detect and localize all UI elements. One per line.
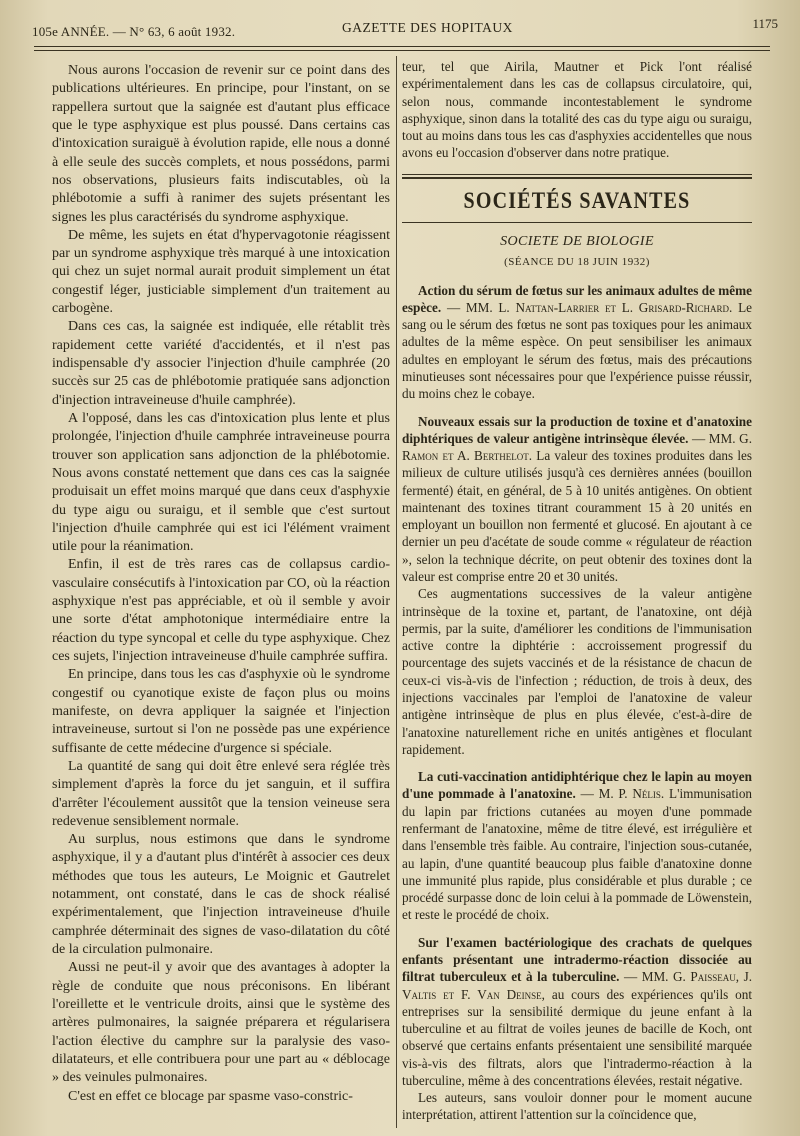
communication-body: La valeur des toxines produites dans les milieux de culture utilisés jusqu'à ces dernières années (bouillon fermenté) était, en général, de 5 à 10 unités antigènes. On obtient maintenant des toxines titrant couramment 15 à 20 unités en employant un bouillon non fermenté et glucosé. En ajoutant à ce dernier un peu d'acétate de soude comme « régulateur de réaction », selon la technique décrite, on peut obtenir des toxines dont la valeur est comprise entre 20 et 30 unités. xyxy=(402,448,753,585)
session-date: (SÉANCE DU 18 JUIN 1932) xyxy=(504,256,650,269)
communication xyxy=(402,282,752,403)
section-rule xyxy=(402,174,752,179)
communication-body: Le sang ou le sérum des fœtus ne sont pas toxiques pour les animaux adultes de la même espèce. On peut sensibiliser les animaux adultes en employant le sérum des fœtus, mais des précautions minutieuses sont nécessaires pour que l'expérience puisse réussir, du moins chez le cobaye. xyxy=(402,299,752,402)
continuation-paragraph: teur, tel que Airila, Mautner et Pick l'ont réalisé expérimentalement dans les cas de collapsus circulatoire, qui, selon nous, commande incontestablement le syndrome asphyxique, sinon dans la totalité des cas du type aigu ou suraigu, tout au moins dans tous les cas d'asphyxies accidentelles que nous avons eu l'occasion d'observer dans notre pratique. xyxy=(402,59,752,161)
communication-authors: — M. P. Nélis. xyxy=(580,786,665,802)
paragraph: Au surplus, nous estimons que dans le syndrome asphyxique, il y a d'autant plus d'intérêt à associer ces deux méthodes que tous les auteurs, Le Moignic et Gautrelet notamment, ont constaté, dans le cas de shock réalisé expérimentalement, que l'injection intraveineuse d'huile camphrée déterminait des signes de vaso-dilatation du côté de la circulation pulmonaire. xyxy=(52,832,390,957)
paragraph: En principe, dans tous les cas d'asphyxie où le syndrome congestif ou cyanotique existe de façon plus ou moins manifeste, on devra appliquer la saignée et l'injection intraveineuse, surtout si l'on ne possède pas une expérience suffisante de cette médecine d'urgence si spéciale. xyxy=(52,667,390,756)
communication-authors: — MM. L. Nattan-Larrier et L. Grisard-Richard. xyxy=(446,299,733,315)
society-name: SOCIETE DE BIOLOGIE xyxy=(500,233,654,249)
communication-continued: Ces augmentations successives de la valeur antigène intrinsèque de la toxine et, partant, de l'anatoxine, ont déjà permis, par la suite, d'améliorer les conditions de l'immunisation active contre la diphtérie : accroissement progressif du pourcentage des sujets vaccinés et de la résistance de chacun de ceux-ci vis-à-vis de l'infection ; réduction, de trois à deux, des injections vaccinales par l'emploi de l'anatoxine de valeur antigène intrinsèque de plus en plus élevée, c'est-à-dire de l'anatoxine naturellement riche en unités antigènes et floculant rapidement. xyxy=(402,586,752,757)
communication-authors: — MM. G. Ramon et A. Berthelot. xyxy=(402,430,752,464)
paragraph: Nous aurons l'occasion de revenir sur ce point dans des publications ultérieures. En principe, pour l'instant, on se rappellera surtout que la saignée est d'autant plus efficace que le type asphyxique est plus poussé. Dans certains cas d'intoxication suraiguë à évolution rapide, elle nous a donné à elle seule des succès complets, et nous possédons, parmi nos observations, plusieurs faits indiscutables, où la phlébotomie a suffi à ranimer des sujets présentant les signes les plus caractérisés du syndrome asphyxique. xyxy=(52,63,390,225)
issue-info: 105e ANNÉE. — N° 63, 6 août 1932. xyxy=(32,24,236,39)
communication-body: L'immunisation du lapin par frictions cutanées au moyen d'une pommade renfermant de l'anatoxine, même de titre élevé, est irrégulière et dans l'ensemble très faible. Au contraire, l'injection sous-cutanée, au lapin, d'une quantité beaucoup plus faible d'anatoxine donne une immunité plus rapide, plus considérable et plus durable ; ce procédé surpasse donc de loin celui à la pommade de Löwenstein, et reste le procédé de choix. xyxy=(402,786,753,923)
communication-title: Nouveaux essais sur la production de toxine et d'anatoxine diphtériques de valeur antigène intrinsèque élevée. xyxy=(402,413,752,446)
communication xyxy=(402,768,752,924)
paragraph: Aussi ne peut-il y avoir que des avantages à adopter la règle de conduite que nous préconisons. En libérant l'oreillette et le ventricule droits, ainsi que le système des artères pulmonaires, la saignée préparera et régularisera l'action élective du camphre sur la paralysie des vaso-dilatateurs, et elle contribuera pour une part au « déblocage » des veinules pulmonaires. xyxy=(52,960,390,1086)
paragraph: A l'opposé, dans les cas d'intoxication plus lente et plus prolongée, l'injection d'huile camphrée intraveineuse pourra trouver son application sans adjonction de la phlébotomie. Nous avons constaté nettement que dans ces cas la saignée produisait un effet moins marqué que dans ceux d'asphyxie du type aigu ou suraigu, et il semble que c'est surtout l'injection d'huile camphrée qui est ici l'élément vraiment utile pour la réanimation. xyxy=(52,410,390,555)
paragraph: Dans ces cas, la saignée est indiquée, elle rétablit très rapidement cette variété d'accidentés, et il n'est pas indispensable d'y associer l'injection d'huile camphrée (20 succès sur 25 cas de phlébotomie pratiquée sans adjonction d'injection intraveineuse d'huile camphrée). xyxy=(52,319,390,408)
header-rule xyxy=(34,46,770,51)
communication xyxy=(402,934,752,1090)
paragraph: C'est en effet ce blocage par spasme vaso-constric- xyxy=(68,1088,353,1104)
communication xyxy=(402,413,752,586)
journal-title: GAZETTE DES HOPITAUX xyxy=(342,20,513,35)
communication-body: au cours des expériences qu'ils ont entreprises sur la sensibilité dermique du jeune enfant à la tuberculine et au filtrat de voiles jeunes de bacille de Koch, ont observé que certains enfants présentaient une sensibilité marquée vis-à-vis des filtrats, alors que l'intradermo-réaction à la tuberculine, même à des concentrations élevées, restait négative. xyxy=(402,986,753,1088)
left-column xyxy=(52,62,390,1130)
communication-continued: Les auteurs, sans vouloir donner pour le moment aucune interprétation, attirent l'attention sur la coïncidence que, xyxy=(402,1090,752,1123)
column-divider xyxy=(396,56,397,1128)
page-number: 1175 xyxy=(752,16,778,31)
paragraph: De même, les sujets en état d'hypervagotonie réagissent par un syndrome asphyxique très marqué à une intoxication qui chez un sujet normal aurait produit simplement un état congestif léger, justiciable simplement d'un traitement au carbogène. xyxy=(52,227,390,317)
communication-authors: — MM. G. Paisseau, J. Valtis et F. Van Deinse, xyxy=(402,969,752,1002)
communication-title: La cuti-vaccination antidiphtérique chez le lapin au moyen d'une pommade à l'anatoxine. xyxy=(402,769,752,802)
section-rule-thin xyxy=(402,222,752,223)
paragraph: La quantité de sang qui doit être enlevé sera réglée très simplement d'après la force du jet sanguin, et il suffira d'arrêter l'écoulement aussitôt que la tension veineuse sera redevenue sensiblement normale. xyxy=(52,758,390,829)
communication-title: Sur l'examen bactériologique des crachats de quelques enfants présentant une intradermo-réaction dissociée au filtrat tuberculeux et à la tuberculine. xyxy=(402,934,752,985)
section-title: SOCIÉTÉS SAVANTES xyxy=(463,187,691,214)
communication-title: Action du sérum de fœtus sur les animaux adultes de même espèce. xyxy=(402,282,752,315)
right-column xyxy=(402,58,752,1128)
page-header xyxy=(32,16,778,44)
paragraph: Enfin, il est de très rares cas de collapsus cardio-vasculaire consécutifs à l'intoxication par CO, où la réaction asphyxique n'est pas appréciable, et où il semble y avoir une sorte d'état amphotonique intermédiaire entre la réaction du type syncopal et celle du type asphyxique. Chez ces sujets, l'injection intraveineuse d'huile camphrée suffira. xyxy=(52,557,390,664)
